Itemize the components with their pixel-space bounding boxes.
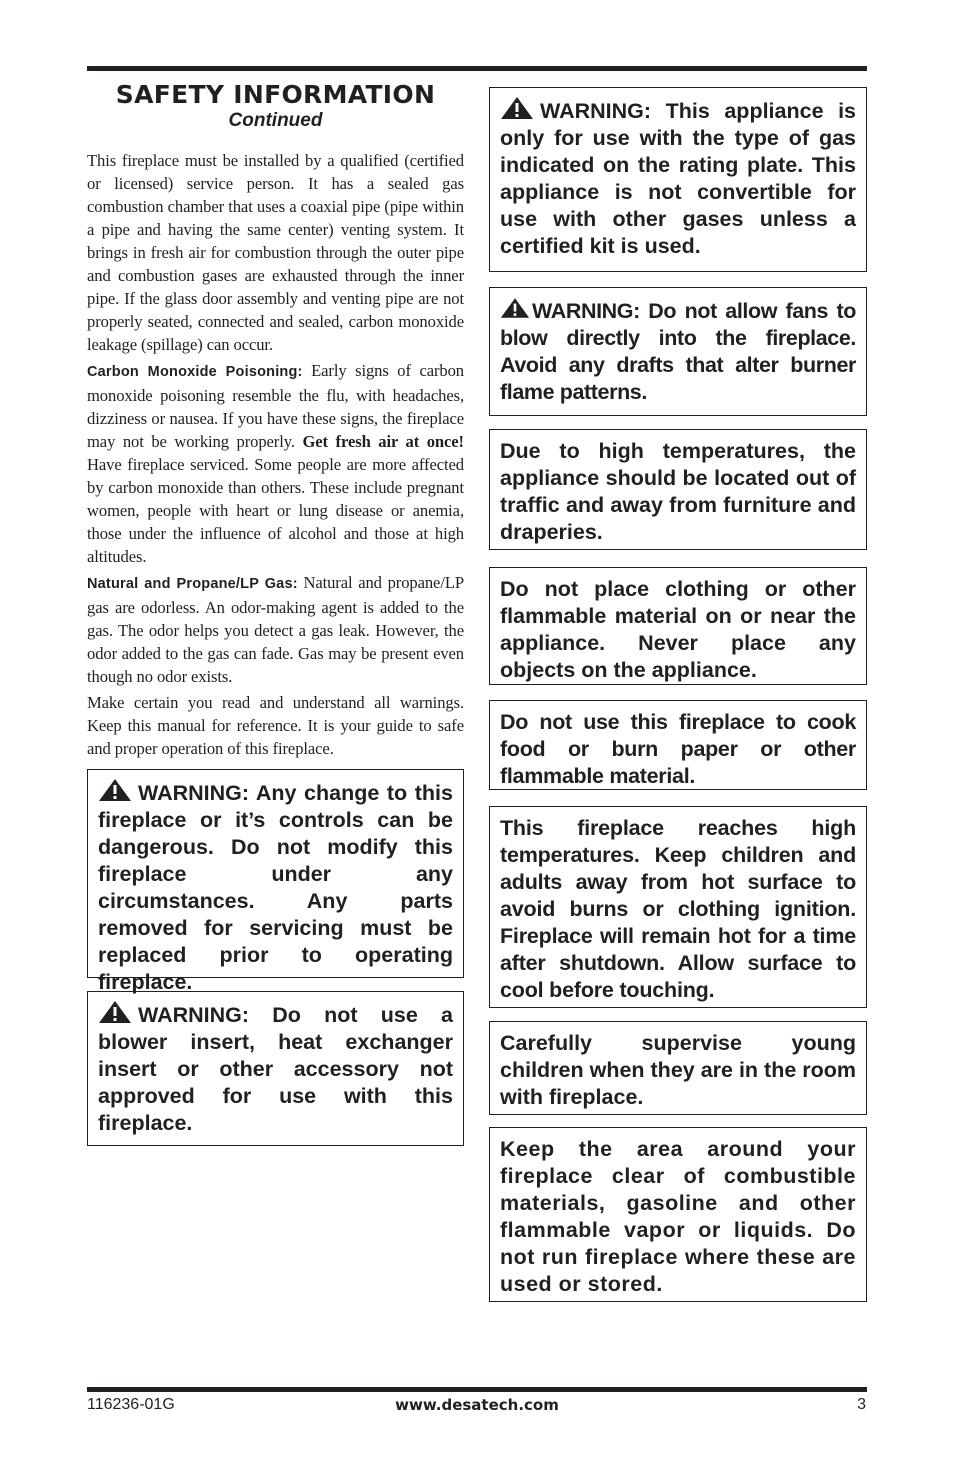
warning-triangle-icon: [500, 296, 530, 320]
gas-heading: Natural and Propane/LP Gas:: [87, 576, 298, 592]
notice-cook-text: Do not use this fireplace to cook food or burn paper or other flammable material.: [500, 710, 856, 788]
notice-box-clothing: [489, 567, 867, 685]
notice-temperatures-text: Due to high temperatures, the appliance should be located out of traffic and away from furniture and draperies.: [500, 439, 856, 544]
warning-triangle-icon: [98, 778, 132, 802]
co-poisoning-paragraph: [87, 359, 464, 568]
section-subtitle: Continued: [228, 110, 323, 131]
notice-clothing-text: Do not place clothing or other flammable material on or near the appliance. Never place any objects on the appliance.: [500, 577, 856, 682]
right-column: [489, 87, 867, 1302]
bottom-rule: [87, 1387, 867, 1392]
co-strong: Get fresh air at once!: [302, 432, 464, 451]
intro-paragraph: This fireplace must be installed by a qualified (certified or licensed) service person. It has a sealed gas combustion chamber that uses a coaxial pipe (pipe within a pipe and having the same center) venting system. It brings in fresh air for combustion through the outer pipe and combustion gases are exhausted through the inner pipe. If the glass door assembly and venting pipe are not properly seated, connected and sealed, carbon monoxide leakage (spillage) can occur.: [87, 151, 464, 354]
footer-doc-number: 116236-01G: [87, 1396, 175, 1413]
warning-box-fans: [489, 287, 867, 416]
warning-gas-type-text: WARNING: This appliance is only for use with the type of gas indicated on the rating plate. This appliance is not convertible for use with other gases unless a certified kit is used.: [500, 99, 856, 258]
footer-page-number: 3: [857, 1396, 866, 1413]
warning-box-change: [87, 769, 464, 994]
left-column: [87, 80, 464, 1146]
notice-supervise-text: Carefully supervise young children when they are in the room with fireplace.: [500, 1031, 857, 1109]
top-rule: [87, 66, 867, 71]
notice-hot-text: This fireplace reaches high temperatures. Keep children and adults away from hot surface to avoid burns or clothing ignition. Fireplace will remain hot for a time after shutdown. Allow surface to cool before touching.: [500, 816, 856, 1002]
manual-paragraph: Make certain you read and understand all warnings. Keep this manual for reference. It is your guide to safe and proper operation of this fireplace.: [87, 693, 464, 758]
gas-paragraph: [87, 571, 464, 688]
warning-fans-text: WARNING: Do not allow fans to blow directly into the fireplace. Avoid any drafts that alter burner flame patterns.: [500, 299, 856, 404]
co-heading: Carbon Monoxide Poisoning:: [87, 364, 303, 380]
warning-blower-text: WARNING: Do not use a blower insert, heat exchanger insert or other accessory not approved for use with this fireplace.: [98, 1003, 453, 1135]
notice-box-supervise: [489, 1021, 867, 1115]
warning-triangle-icon: [98, 1000, 132, 1024]
warning-box-blower: [87, 991, 464, 1146]
notice-box-area: [489, 1127, 867, 1302]
co-text-2: Have fireplace serviced. Some people are more affected by carbon monoxide than others. These include pregnant women, people with heart or lung disease or anemia, those under the influence of alcohol and those at high altitudes.: [87, 455, 464, 566]
notice-box-cook: [489, 700, 867, 790]
warning-triangle-icon: [500, 96, 534, 120]
notice-box-temperatures: [489, 429, 867, 550]
section-title: SAFETY INFORMATION: [115, 80, 436, 109]
co-text-1: Early signs of carbon monoxide poisoning resemble the flu, with headaches, dizziness or nausea. If you have these signs, the fireplace may not be working properly.: [87, 361, 464, 451]
notice-box-hot: [489, 806, 867, 1008]
warning-box-gas-type: [489, 87, 867, 272]
gas-text: Natural and propane/LP gas are odorless. An odor-making agent is added to the gas. The odor helps you detect a gas leak. However, the odor added to the gas can fade. Gas may be present even though no odor exists.: [87, 573, 464, 686]
warning-change-text: WARNING: Any change to this fireplace or it’s controls can be dangerous. Do not modify this fireplace under any circumstances. Any parts removed for servicing must be replaced prior to operating fireplace.: [98, 781, 453, 994]
footer-website: www.desatech.com: [395, 1396, 559, 1414]
notice-area-text: Keep the area around your fireplace clear of combustible materials, gasoline and other flammable vapor or liquids. Do not run fireplace where these are used or stored.: [500, 1137, 856, 1296]
